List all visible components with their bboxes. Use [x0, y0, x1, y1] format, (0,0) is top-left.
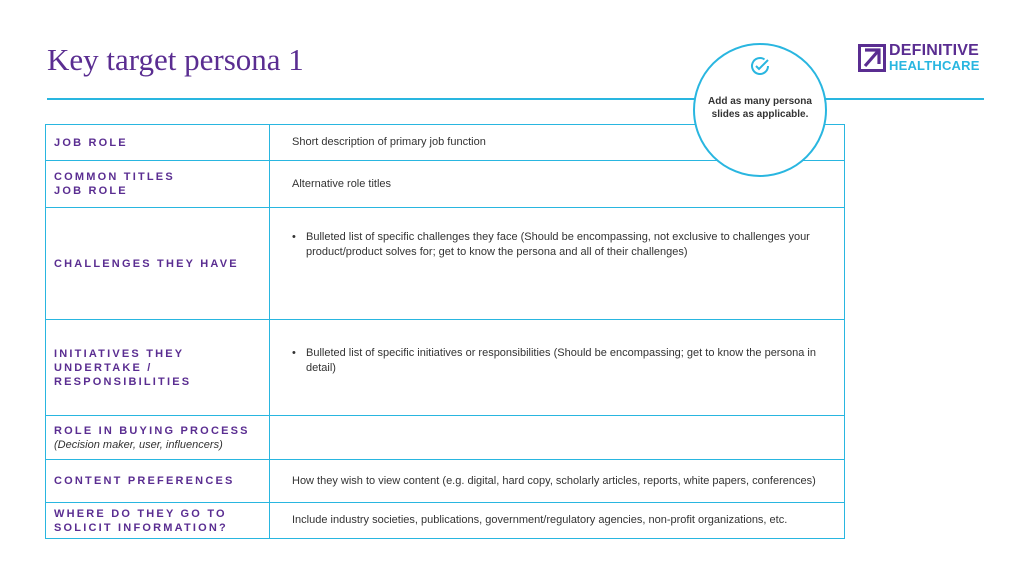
- logo-text-definitive: DEFINITIVE: [889, 42, 980, 59]
- logo-mark-icon: [858, 44, 886, 72]
- table-row: [46, 416, 845, 460]
- row-description: How they wish to view content (e.g. digital, hard copy, scholarly articles, reports, white papers, conferences): [270, 460, 845, 503]
- row-description: [270, 416, 845, 460]
- logo-text-healthcare: HEALTHCARE: [889, 58, 980, 73]
- row-description: Include industry societies, publications, government/regulatory agencies, non-profit organizations, etc.: [270, 503, 845, 539]
- row-description: Alternative role titles: [270, 161, 845, 208]
- row-label-buying-process: [46, 416, 270, 460]
- row-description: [270, 208, 845, 320]
- bullet-item: • Bulleted list of specific challenges they face (Should be encompassing, not exclusive to challenges your product/product solves for; get to know the persona and all of their challenges): [292, 230, 822, 260]
- persona-table: [45, 124, 845, 539]
- label-line: JOB ROLE: [54, 136, 128, 149]
- bullet-list: [292, 230, 822, 260]
- bullet-item: • Bulleted list of specific initiatives or responsibilities (Should be encompassing; get to know the persona in detail): [292, 346, 822, 376]
- table-row: [46, 208, 845, 320]
- row-description: [270, 320, 845, 416]
- row-label-challenges: [46, 208, 270, 320]
- row-label-job-role: [46, 125, 270, 161]
- label-line: WHERE DO THEY GO TO: [54, 507, 227, 520]
- label-line: SOLICIT INFORMATION?: [54, 521, 228, 534]
- row-description: Short description of primary job function: [270, 125, 845, 161]
- label-subtext: (Decision maker, user, influencers): [54, 438, 223, 451]
- label-line: RESPONSIBILITIES: [54, 375, 192, 388]
- table-row: [46, 503, 845, 539]
- label-line: CONTENT PREFERENCES: [54, 475, 235, 487]
- title-divider: [47, 98, 984, 100]
- bullet-list: [292, 346, 822, 376]
- label-line: INITIATIVES THEY: [54, 347, 185, 360]
- row-label-common-titles: [46, 161, 270, 208]
- table-row: [46, 460, 845, 503]
- label-line: ROLE IN BUYING PROCESS: [54, 424, 250, 437]
- callout-text: Add as many persona slides as applicable.: [708, 96, 812, 120]
- check-circle-icon: [749, 55, 771, 77]
- callout-circle: [693, 43, 827, 177]
- slide-title: Key target persona 1: [47, 42, 304, 77]
- label-line: JOB ROLE: [54, 185, 128, 197]
- label-line: CHALLENGES THEY HAVE: [54, 257, 239, 270]
- row-label-initiatives: [46, 320, 270, 416]
- table-row: [46, 161, 845, 208]
- table-row: [46, 320, 845, 416]
- row-label-solicit-information: [46, 503, 270, 539]
- definitive-healthcare-logo: [858, 44, 988, 74]
- label-line: UNDERTAKE /: [54, 361, 153, 374]
- row-label-content-preferences: [46, 460, 270, 503]
- label-line: COMMON TITLES: [54, 171, 175, 183]
